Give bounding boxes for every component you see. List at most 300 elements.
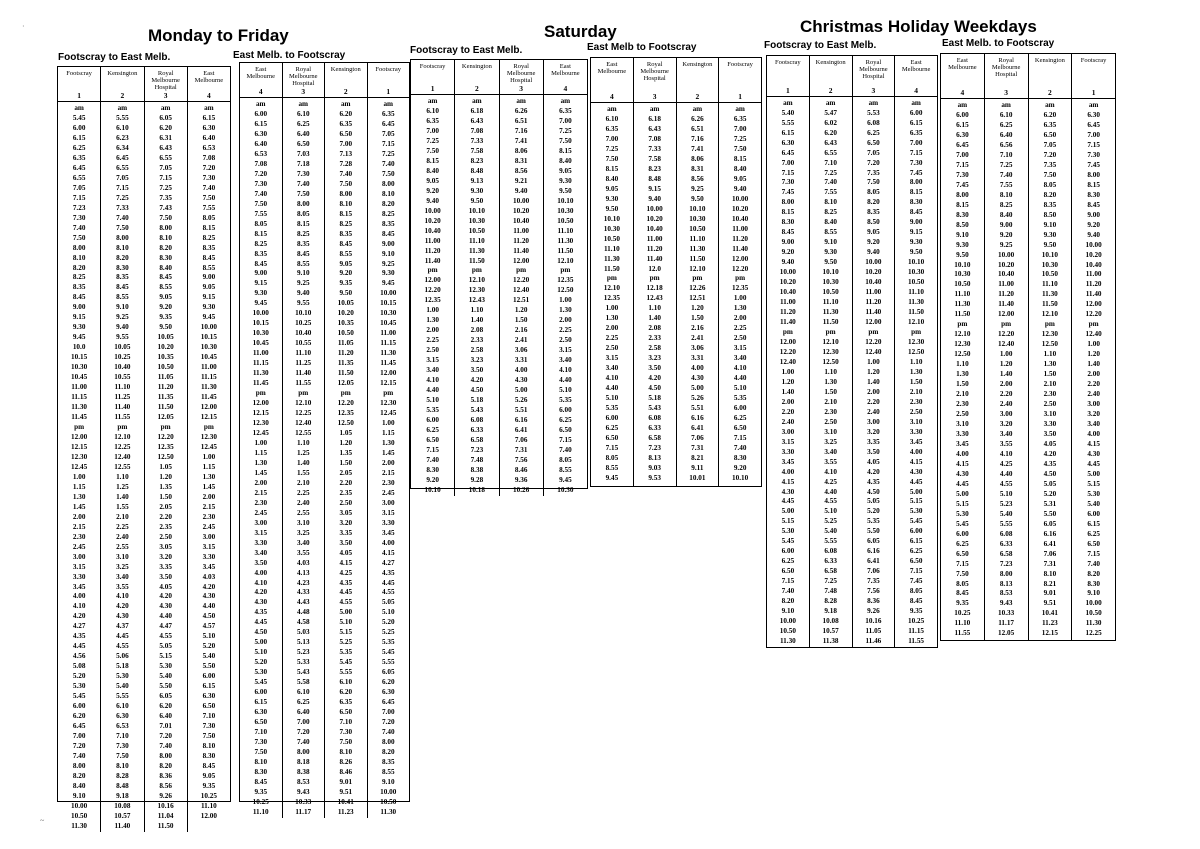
time-cell: 5.53 [867, 108, 880, 117]
time-cell: 11.10 [557, 226, 574, 235]
time-cell: 2.30 [381, 478, 395, 487]
time-cell: 2.25 [296, 488, 310, 497]
time-cell: 1.00 [426, 306, 439, 315]
time-cell: 10.40 [1085, 260, 1102, 269]
time-cell: 7.40 [381, 159, 395, 168]
time-cell: 10.41 [337, 797, 354, 806]
time-cell: 11.20 [646, 244, 663, 253]
time-cell: 9.05 [202, 283, 216, 292]
time-cell: 11.00 [998, 280, 1015, 289]
time-cell: 12.51 [689, 294, 706, 303]
time-cell: 8.36 [867, 597, 880, 606]
time-cell: 3.40 [116, 572, 129, 581]
time-cell: 12.50 [908, 347, 925, 356]
time-cell: 4.40 [202, 602, 216, 611]
time-cell: 11.40 [295, 369, 312, 378]
time-cell: 5.15 [1087, 479, 1100, 488]
time-cell: 12.00 [865, 318, 882, 327]
time-cell: 9.51 [339, 787, 353, 796]
time-cell: 1.10 [909, 357, 923, 366]
time-cell: 6.08 [824, 547, 837, 556]
time-cell: 7.15 [733, 433, 747, 442]
time-cell: 11.25 [114, 393, 131, 402]
time-cell: 3.10 [909, 417, 923, 426]
time-cell: 5.15 [159, 652, 172, 661]
time-cell: 4.05 [339, 548, 353, 557]
time-cell: 3.25 [296, 528, 310, 537]
time-cell: 9.00 [381, 239, 395, 248]
time-cell: 8.40 [559, 156, 572, 165]
time-cell: 9.10 [296, 269, 310, 278]
time-cell: 7.15 [781, 168, 795, 177]
time-cell: 7.00 [339, 139, 353, 148]
time-cell: 5.23 [296, 648, 310, 657]
time-cell: 11.50 [557, 246, 574, 255]
time-cell: 9.35 [339, 279, 353, 288]
time-cell: 7.20 [296, 728, 310, 737]
time-cell: 11.20 [779, 308, 796, 317]
time-cell: 4.15 [339, 558, 353, 567]
time-cell: 1.10 [824, 367, 837, 376]
time-cell: 8.40 [159, 263, 172, 272]
time-cell: 8.35 [202, 243, 216, 252]
time-cell: 6.30 [956, 130, 969, 139]
time-cell: 12.20 [732, 264, 749, 273]
time-cell: 12.18 [646, 284, 663, 293]
time-cell: 11.10 [1041, 280, 1058, 289]
time-cell: 7.50 [339, 738, 353, 746]
time-cell: 7.40 [426, 455, 439, 464]
time-cell: 3.30 [72, 572, 86, 581]
time-cell: 8.00 [381, 738, 395, 746]
time-cell: 8.00 [909, 178, 923, 187]
time-cell: 3.10 [824, 427, 837, 436]
time-cell: 1.50 [159, 492, 172, 501]
time-cell: 7.23 [999, 559, 1013, 568]
time-cell: 6.25 [956, 539, 969, 548]
time-cell: 11.38 [822, 637, 839, 646]
time-cell: am [735, 105, 745, 113]
time-cell: 2.30 [824, 407, 837, 416]
time-cell: 7.40 [999, 170, 1013, 179]
time-cell: 8.50 [1043, 210, 1057, 219]
time-cell: 3.00 [999, 410, 1013, 419]
time-cell: 1.40 [999, 370, 1013, 379]
time-cell: 5.03 [296, 628, 310, 637]
time-cell: pm [516, 266, 527, 275]
time-cell: 5.45 [72, 113, 86, 122]
time-cell: 1.30 [824, 377, 837, 386]
time-cell: 9.40 [1087, 230, 1100, 239]
stop-number: 2 [475, 84, 479, 93]
time-cell: 9.45 [202, 313, 216, 322]
time-cell: 6.16 [867, 547, 880, 556]
time-cell: 7.15 [159, 173, 172, 182]
time-cell: 7.30 [254, 738, 268, 746]
column-header [188, 67, 230, 101]
time-cell: 5.55 [339, 668, 353, 677]
time-cell: 10.25 [252, 797, 269, 806]
time-cell: 9.50 [559, 186, 572, 195]
time-cell: 6.43 [648, 124, 661, 133]
time-cell: 4.20 [254, 588, 268, 597]
time-column [455, 95, 499, 496]
time-cell: 2.10 [1043, 380, 1057, 389]
time-cell: 5.35 [559, 396, 572, 405]
stop-number: 3 [301, 87, 306, 96]
time-cell: 8.25 [254, 239, 268, 248]
time-cell: 6.55 [72, 173, 86, 182]
time-cell: 11.50 [954, 310, 971, 319]
time-cell: 8.05 [202, 213, 216, 222]
time-cell: 9.03 [648, 463, 661, 472]
time-cell: 8.25 [999, 200, 1013, 209]
time-cell: 1.50 [909, 377, 923, 386]
time-cell: 6.10 [116, 702, 129, 711]
time-cell: 8.20 [381, 199, 395, 208]
time-cell: 6.15 [254, 119, 268, 128]
stop-number: 4 [610, 92, 614, 101]
time-cell: 6.23 [116, 133, 129, 142]
time-cell: 9.26 [159, 791, 172, 800]
time-cell: 4.30 [956, 469, 969, 478]
time-cell: 7.40 [72, 751, 86, 760]
time-cell: 3.00 [202, 532, 216, 541]
time-cell: 11.30 [1085, 619, 1102, 628]
time-cell: 8.55 [381, 767, 395, 776]
time-cell: 5.10 [202, 632, 216, 641]
time-cell: 6.35 [72, 153, 86, 162]
time-cell: 8.10 [1043, 569, 1057, 578]
time-cell: 2.35 [339, 488, 353, 497]
time-cell: 10.30 [822, 278, 839, 287]
time-cell: 6.20 [381, 678, 395, 687]
time-cell: 6.26 [514, 106, 528, 115]
time-cell: 8.10 [339, 747, 353, 756]
time-cell: 6.25 [1087, 529, 1100, 538]
time-cell: pm [911, 328, 922, 336]
time-cell: 12.45 [252, 428, 269, 437]
time-cell: 10.50 [468, 226, 485, 235]
time-cell: 10.20 [779, 278, 796, 287]
stop-name: Royal Melbourne Hospital [151, 70, 180, 91]
time-cell: 9.15 [72, 313, 86, 322]
timetable-body [411, 95, 587, 496]
time-cell: 7.25 [559, 126, 572, 135]
time-cell: 8.46 [514, 465, 528, 474]
time-cell: 8.45 [909, 208, 923, 217]
time-cell: 4.25 [999, 459, 1013, 468]
time-cell: 2.40 [116, 532, 129, 541]
time-cell: 4.10 [426, 376, 439, 385]
time-cell: 9.13 [470, 176, 484, 185]
time-cell: 1.50 [1043, 370, 1057, 379]
time-cell: 7.58 [470, 146, 484, 155]
time-cell: 9.05 [202, 771, 216, 780]
column-header [145, 67, 188, 101]
time-cell: 2.00 [605, 324, 619, 333]
time-cell: 1.20 [867, 367, 880, 376]
stop-name: Kensington [682, 61, 713, 68]
time-cell: 10.05 [157, 333, 174, 342]
time-cell: 11.10 [603, 244, 620, 253]
time-cell: 3.30 [909, 427, 923, 436]
time-cell: 9.50 [824, 258, 837, 267]
time-cell: 3.40 [254, 548, 268, 557]
time-cell: 7.50 [605, 154, 619, 163]
time-cell: 9.35 [254, 787, 268, 796]
time-cell: 11.50 [157, 403, 174, 412]
stop-name: East Melbourne [194, 70, 224, 84]
time-cell: 1.20 [339, 438, 353, 447]
time-cell: 9.30 [202, 303, 216, 312]
time-cell: 10.30 [557, 485, 574, 494]
time-cell: 7.10 [824, 158, 837, 167]
timetable-saturday-out [410, 59, 588, 494]
time-cell: 7.25 [426, 136, 439, 145]
stop-name: Kensington [461, 63, 492, 70]
time-cell: 4.10 [559, 366, 572, 375]
time-cell: 5.50 [1043, 509, 1057, 518]
time-cell: 6.26 [691, 114, 704, 123]
time-cell: 4.00 [381, 538, 395, 547]
time-cell: 1.00 [867, 357, 880, 366]
time-cell: 6.20 [159, 123, 172, 132]
stop-number: 3 [163, 91, 168, 100]
time-cell: 10.20 [646, 214, 663, 223]
time-cell: 7.15 [781, 577, 795, 586]
time-cell: 7.30 [781, 178, 795, 187]
time-cell: 4.20 [116, 602, 129, 611]
time-cell: 10.30 [689, 214, 706, 223]
time-cell: 10.50 [71, 811, 88, 820]
time-cell: 11.40 [1085, 290, 1102, 299]
time-cell: 3.45 [781, 457, 795, 466]
time-cell: 1.30 [605, 314, 619, 323]
time-cell: 8.00 [339, 189, 353, 198]
time-cell: 9.00 [781, 238, 795, 247]
time-cell: 12.30 [822, 347, 839, 356]
time-cell: 6.33 [470, 425, 484, 434]
time-cell: 4.43 [296, 598, 310, 607]
time-cell: 12.50 [1041, 340, 1058, 349]
time-cell: 7.33 [648, 144, 661, 153]
time-cell: 11.30 [380, 807, 397, 816]
time-cell: 8.20 [1043, 190, 1057, 199]
time-cell: 10.57 [822, 627, 839, 636]
time-column [283, 98, 326, 818]
time-cell: 4.50 [867, 487, 880, 496]
time-cell: 10.10 [954, 260, 971, 269]
time-cell: 3.15 [781, 437, 795, 446]
time-cell: 8.30 [202, 751, 216, 760]
column-header [58, 67, 101, 101]
time-cell: 8.05 [605, 453, 619, 462]
time-cell: 6.20 [339, 109, 353, 118]
time-cell: 12.15 [380, 379, 397, 388]
time-cell: 1.40 [648, 314, 661, 323]
time-cell: 12.10 [689, 264, 706, 273]
time-cell: 5.35 [605, 404, 619, 413]
time-cell: 8.40 [72, 781, 86, 790]
time-cell: 6.51 [691, 124, 704, 133]
time-cell: 8.35 [339, 229, 353, 238]
time-cell: 12.00 [200, 403, 217, 412]
time-cell: 7.20 [159, 732, 172, 741]
time-cell: 7.05 [72, 183, 86, 192]
time-cell: 4.45 [254, 618, 268, 627]
time-cell: 2.20 [867, 397, 880, 406]
time-cell: 8.10 [159, 233, 172, 242]
time-cell: 7.40 [159, 742, 172, 750]
time-cell: 3.30 [781, 447, 795, 456]
time-cell: 6.20 [72, 712, 86, 721]
time-cell: 4.05 [159, 582, 172, 591]
time-cell: 4.00 [254, 568, 268, 577]
time-cell: 4.03 [202, 572, 216, 581]
time-cell: 11.30 [200, 383, 217, 392]
time-cell: 11.40 [513, 246, 530, 255]
time-cell: 11.15 [908, 627, 925, 636]
time-cell: 7.03 [296, 149, 310, 158]
time-cell: 9.30 [909, 238, 923, 247]
time-cell: 11.40 [732, 244, 749, 253]
time-cell: 6.35 [339, 119, 353, 128]
time-cell: 8.18 [296, 757, 310, 766]
time-cell: 1.55 [296, 468, 310, 477]
time-cell: 9.05 [559, 166, 572, 175]
time-cell: 12.00 [1085, 300, 1102, 309]
stop-name: Footscray [1080, 57, 1107, 64]
time-cell: 6.45 [956, 140, 969, 149]
time-cell: 6.18 [470, 106, 484, 115]
time-cell: 6.40 [254, 139, 268, 148]
time-cell: 2.45 [254, 508, 268, 517]
time-cell: 10.00 [646, 204, 663, 213]
time-cell: 11.10 [689, 234, 706, 243]
time-cell: 3.35 [159, 562, 172, 571]
time-cell: 6.20 [824, 128, 837, 137]
time-cell: 7.50 [254, 747, 268, 756]
time-cell: 7.15 [116, 183, 129, 192]
time-cell: 12.35 [732, 284, 749, 293]
time-cell: 5.20 [381, 618, 395, 627]
time-cell: 11.15 [252, 359, 269, 368]
time-cell: 6.50 [867, 138, 880, 147]
time-cell: 7.35 [867, 577, 880, 586]
time-cell: 7.20 [1043, 150, 1057, 159]
time-cell: 7.45 [909, 168, 923, 177]
time-cell: 5.00 [1087, 469, 1100, 478]
time-cell: 3.30 [254, 538, 268, 547]
time-cell: 7.40 [72, 223, 86, 232]
time-cell: 4.05 [867, 457, 880, 466]
time-cell: 4.15 [956, 459, 969, 468]
time-cell: 8.28 [116, 771, 129, 780]
time-cell: 1.20 [691, 304, 704, 313]
time-cell: 11.55 [295, 379, 312, 388]
time-cell: 5.05 [867, 497, 880, 506]
time-cell: 7.40 [733, 443, 747, 452]
time-cell: 2.40 [867, 407, 880, 416]
time-cell: 12.35 [157, 442, 174, 451]
time-cell: 1.30 [559, 306, 572, 315]
time-cell: 2.10 [956, 390, 969, 399]
time-cell: 8.25 [381, 209, 395, 218]
time-cell: 4.25 [339, 568, 353, 577]
time-cell: 4.30 [254, 598, 268, 607]
time-cell: 10.33 [295, 797, 312, 806]
time-cell: 12.0 [648, 264, 661, 273]
time-cell: 6.15 [254, 698, 268, 707]
time-cell: 7.35 [1043, 160, 1057, 169]
time-cell: 8.48 [116, 781, 129, 790]
time-cell: 8.40 [605, 174, 619, 183]
timetable-header [58, 67, 230, 102]
time-cell: 4.30 [159, 602, 172, 611]
time-cell: 3.15 [72, 562, 86, 571]
timetable-saturday-in [590, 57, 762, 487]
time-cell: 10.30 [557, 206, 574, 215]
time-cell: 1.25 [296, 448, 310, 457]
time-cell: pm [825, 328, 836, 336]
time-cell: 9.45 [254, 299, 268, 308]
time-cell: 8.20 [867, 198, 880, 207]
time-cell: 4.45 [72, 642, 86, 651]
time-cell: 4.45 [909, 477, 923, 486]
timetable-body [767, 97, 937, 647]
time-cell: 12.45 [380, 409, 397, 418]
time-column [767, 97, 810, 647]
time-cell: 12.50 [557, 286, 574, 295]
time-cell: 5.23 [999, 499, 1013, 508]
time-cell: 10.20 [513, 206, 530, 215]
time-cell: 8.45 [909, 597, 923, 606]
time-cell: 10.10 [689, 204, 706, 213]
time-cell: pm [782, 328, 793, 336]
time-cell: 4.50 [1043, 469, 1057, 478]
time-cell: 8.20 [116, 253, 129, 262]
time-cell: 1.00 [1087, 340, 1100, 349]
time-cell: 8.15 [909, 188, 923, 197]
time-cell: 12.50 [157, 452, 174, 461]
time-cell: 9.10 [1087, 589, 1100, 598]
time-cell: 9.00 [254, 269, 268, 278]
time-cell: 10.10 [908, 258, 925, 267]
time-cell: 7.16 [514, 126, 528, 135]
time-cell: 12.10 [822, 337, 839, 346]
time-cell: 8.53 [999, 589, 1013, 598]
stop-number: 2 [695, 92, 700, 101]
time-cell: 7.30 [202, 722, 216, 731]
time-column [634, 103, 677, 486]
timetable-christmas-in [940, 53, 1116, 641]
time-cell: 1.40 [867, 377, 880, 386]
time-cell: 9.18 [824, 607, 837, 616]
time-cell: 5.25 [824, 517, 837, 526]
time-cell: 2.08 [470, 326, 484, 335]
time-cell: 5.50 [159, 682, 172, 691]
time-cell: 5.40 [116, 682, 129, 691]
time-cell: 1.20 [159, 472, 172, 481]
time-cell: 7.00 [296, 718, 310, 727]
time-cell: 3.00 [1087, 400, 1100, 409]
time-cell: 1.10 [956, 360, 969, 369]
time-cell: 8.38 [470, 465, 484, 474]
time-cell: 7.25 [733, 134, 747, 143]
time-cell: 9.30 [470, 186, 484, 195]
time-cell: 11.00 [865, 288, 882, 297]
